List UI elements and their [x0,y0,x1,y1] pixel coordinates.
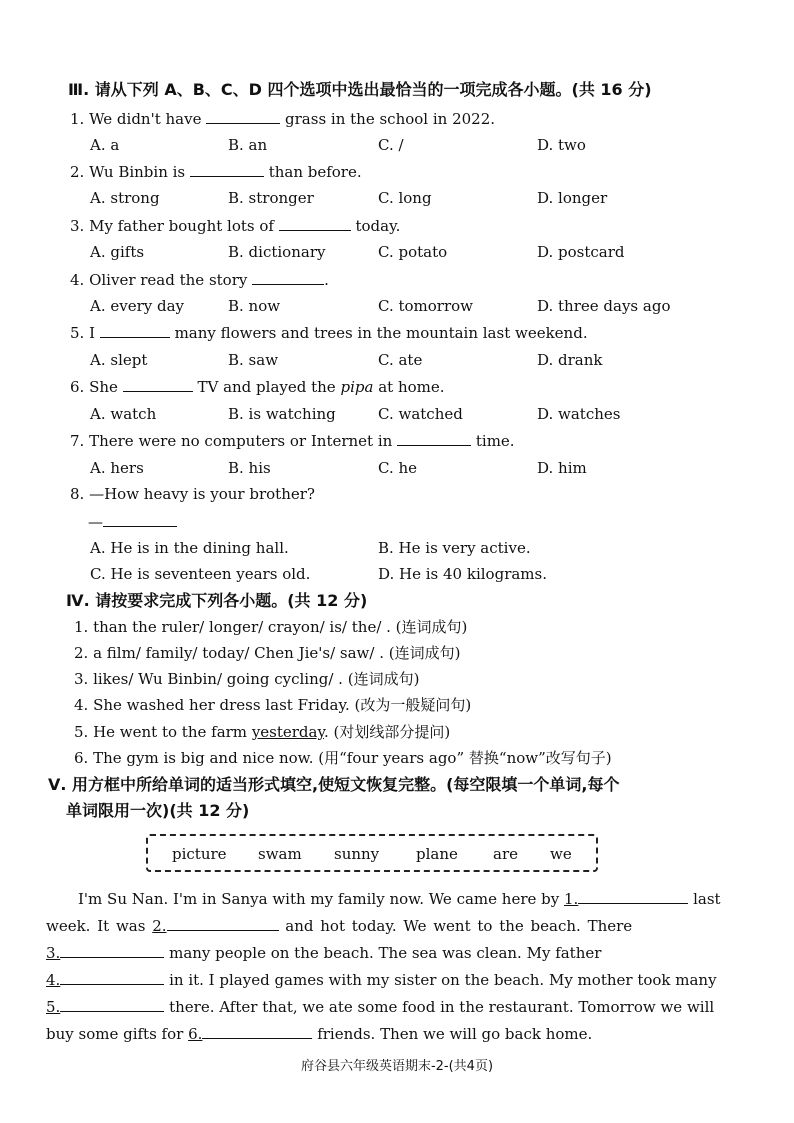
question-5-stem [70,322,588,343]
q5-option-b: B. saw [228,351,279,369]
passage-blank-5 [60,996,164,1012]
passage-line-4 [46,969,717,990]
q8-blank [103,511,177,527]
q4-option-d: D. three days ago [537,297,671,315]
passage-line-5 [46,996,714,1017]
q3-option-b: B. dictionary [228,243,326,261]
page-footer: 府谷县六年级英语期末-2-(共4页) [300,1059,494,1074]
s4-item-5-after: . (对划线部分提问) [323,723,451,741]
q3-option-d: D. postcard [537,243,625,261]
q2-text-before: 2. Wu Binbin is [70,163,186,181]
passage-line-1 [78,888,721,909]
q8-option-b: B. He is very active. [378,539,531,557]
q8-option-d: D. He is 40 kilograms. [378,565,547,583]
q2-blank [190,161,264,177]
word-box-word: we [550,845,572,863]
q8-option-a: A. He is in the dining hall. [90,539,289,557]
passage-blank-1 [578,888,688,904]
q7-option-c: C. he [378,459,418,477]
passage-blank-number: 3. [46,944,61,962]
q6-text-mid: TV and played the [197,378,336,396]
q1-blank [206,108,280,124]
s4-item-5-before: 5. He went to the farm [74,723,248,741]
q7-text-after: time. [475,432,515,450]
q1-option-a: A. a [90,136,120,154]
q2-text-after: than before. [268,163,362,181]
q5-text-after: many flowers and trees in the mountain last weekend. [174,324,588,342]
s4-item-1: 1. than the ruler/ longer/ crayon/ is/ the/ . (连词成句) [74,618,468,636]
q4-text-before: 4. Oliver read the story [70,271,248,289]
q4-option-b: B. now [228,297,281,315]
word-box-word: plane [416,845,458,863]
q6-text-italic: pipa [340,378,374,396]
q5-option-d: D. drank [537,351,603,369]
question-1-stem [70,108,495,129]
question-6-stem [70,376,445,397]
word-box-word: swam [258,845,302,863]
q4-option-c: C. tomorrow [378,297,474,315]
q8-dash: — [88,513,103,531]
q7-blank [397,430,471,446]
passage-text: and hot today. We went to the beach. There [285,917,633,935]
q3-option-a: A. gifts [90,243,145,261]
question-8-stem: 8. —How heavy is your brother? [70,485,315,503]
passage-blank-number: 2. [152,917,167,935]
q4-text-after: . [324,271,329,289]
q6-text-after: at home. [378,378,445,396]
question-4-stem [70,269,329,290]
question-3-stem [70,215,400,236]
s4-item-5 [74,722,450,742]
q6-option-b: B. is watching [228,405,336,423]
passage-text: week. It was [46,917,146,935]
q3-option-c: C. potato [378,243,448,261]
q7-option-d: D. him [537,459,587,477]
passage-blank-6 [202,1023,312,1039]
q1-text-after: grass in the school in 2022. [285,110,496,128]
q1-option-b: B. an [228,136,268,154]
section-5-title-line-1: Ⅴ. 用方框中所给单词的适当形式填空,使短文恢复完整。(每空限填一个单词,每个 [48,775,620,794]
q2-option-a: A. strong [90,189,160,207]
q5-text-before: 5. I [70,324,96,342]
passage-text: last [693,890,721,908]
q1-option-d: D. two [537,136,586,154]
q2-option-d: D. longer [537,189,608,207]
q5-option-c: C. ate [378,351,423,369]
question-2-stem [70,161,362,182]
q7-text-before: 7. There were no computers or Internet in [70,432,393,450]
s4-item-2: 2. a film/ family/ today/ Chen Jie's/ saw/ . (连词成句) [74,644,461,662]
word-box-word: picture [172,845,227,863]
q2-option-b: B. stronger [228,189,314,207]
q7-option-b: B. his [228,459,271,477]
passage-line-6 [46,1023,592,1044]
section-5-title-line-2: 单词限用一次)(共 12 分) [66,801,250,820]
passage-blank-2 [167,915,279,931]
passage-text: friends. Then we will go back home. [317,1025,593,1043]
q5-blank [100,322,170,338]
passage-line-3 [46,942,601,963]
q5-option-a: A. slept [90,351,148,369]
s4-item-4: 4. She washed her dress last Friday. (改为一般疑问句) [74,696,472,714]
q6-blank [123,376,193,392]
q4-blank [252,269,324,285]
q6-option-d: D. watches [537,405,621,423]
passage-blank-number: 1. [564,890,579,908]
q8-option-c: C. He is seventeen years old. [90,565,311,583]
q3-text-after: today. [355,217,401,235]
passage-text: many people on the beach. The sea was clean. My father [169,944,602,962]
q4-option-a: A. every day [90,297,185,315]
word-box-word: are [493,845,518,863]
q6-option-a: A. watch [90,405,157,423]
passage-text: there. After that, we ate some food in the restaurant. Tomorrow we will [169,998,715,1016]
passage-line-2 [46,915,632,936]
passage-blank-number: 5. [46,998,61,1016]
question-7-stem [70,430,515,451]
q3-blank [279,215,351,231]
q3-text-before: 3. My father bought lots of [70,217,274,235]
passage-blank-number: 4. [46,971,61,989]
q8-answer-line [88,511,177,532]
q6-text-before: 6. She [70,378,118,396]
passage-text: buy some gifts for [46,1025,184,1043]
passage-blank-number: 6. [188,1025,203,1043]
q2-option-c: C. long [378,189,432,207]
word-box-word: sunny [334,845,380,863]
passage-text: I'm Su Nan. I'm in Sanya with my family now. We came here by [78,890,560,908]
s4-item-6: 6. The gym is big and nice now. (用“four years ago” 替换“now”改写句子) [74,749,612,767]
q6-option-c: C. watched [378,405,463,423]
s4-item-5-underlined: yesterday [251,723,324,741]
section-3-title: Ⅲ. 请从下列 A、B、C、D 四个选项中选出最恰当的一项完成各小题。(共 16 分) [68,80,652,99]
q7-option-a: A. hers [90,459,144,477]
passage-blank-3 [60,942,164,958]
passage-text: in it. I played games with my sister on the beach. My mother took many [169,971,717,989]
q1-option-c: C. / [378,136,404,154]
passage-blank-4 [60,969,164,985]
q1-text-before: 1. We didn't have [70,110,202,128]
section-4-title: Ⅳ. 请按要求完成下列各小题。(共 12 分) [66,591,368,610]
s4-item-3: 3. likes/ Wu Binbin/ going cycling/ . (连词成句) [74,670,420,688]
word-box [146,834,598,872]
